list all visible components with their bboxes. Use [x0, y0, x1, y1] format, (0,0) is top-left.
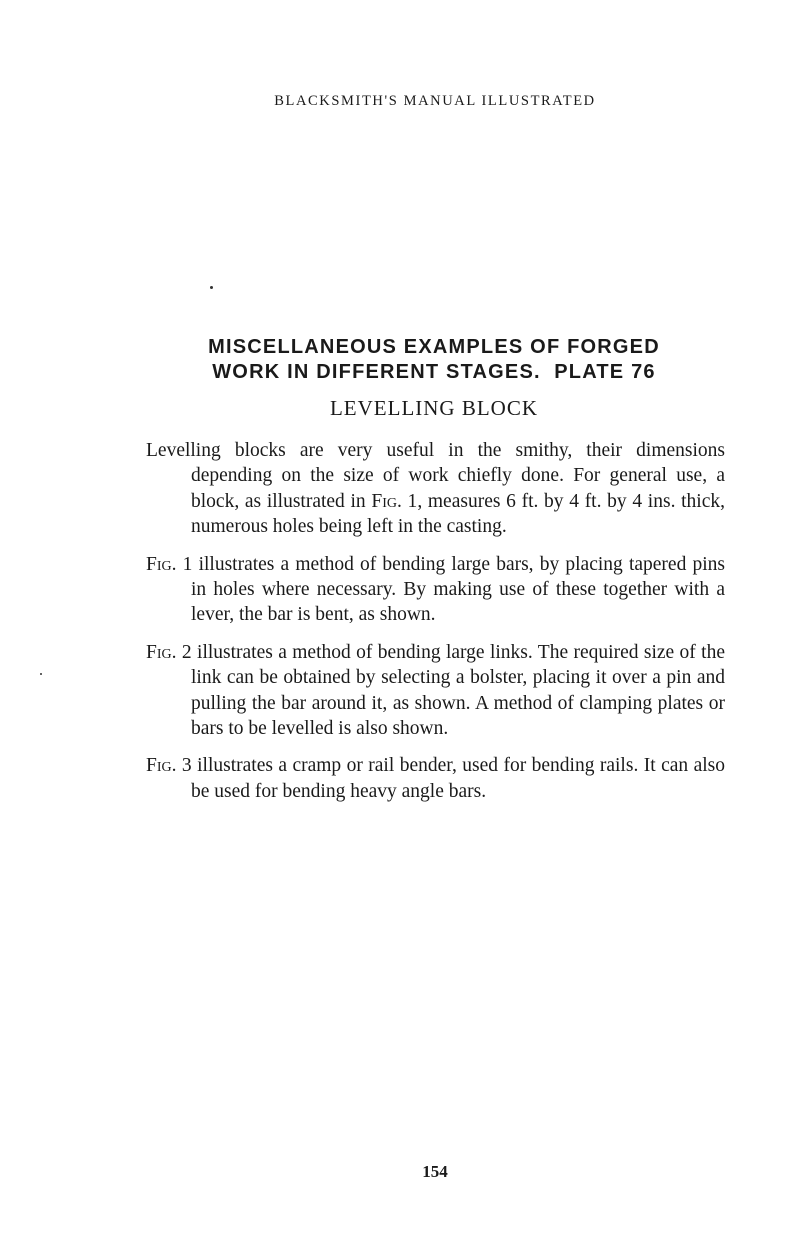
body-text — [146, 438, 725, 816]
figure-reference: Fig. 1 — [146, 553, 193, 575]
paragraph-levelling-blocks — [146, 438, 725, 540]
figure-reference: Fig. 3 — [146, 755, 192, 777]
section-heading-line-1: MISCELLANEOUS EXAMPLES OF FORGED — [208, 336, 660, 358]
section-heading-line-2: WORK IN DIFFERENT STAGES. PLATE 76 — [212, 361, 656, 383]
figure-reference: Fig. 2 — [146, 641, 192, 663]
speck-mark — [40, 673, 42, 675]
paragraph-text: illustrates a method of bending large bars, by placing tapered pins in holes where necessary. By making use of these together with a lever, the bar is bent, as shown. — [191, 553, 725, 626]
paragraph-fig-3 — [146, 753, 725, 804]
paragraph-text: illustrates a cramp or rail bender, used for bending rails. It can also be used for bending heavy angle bars. — [191, 755, 725, 802]
subheading: LEVELLING BLOCK — [329, 396, 539, 420]
page-number: 154 — [422, 1162, 448, 1181]
speck-mark — [210, 286, 213, 289]
running-head: BLACKSMITH'S MANUAL ILLUSTRATED — [274, 93, 596, 109]
paragraph-text: , measures 6 ft. by 4 ft. by 4 ins. thick, numerous holes being left in the casting. — [191, 490, 725, 538]
paragraph-text: illustrates a method of bending large links. The required size of the link can be obtained by selecting a bolster, placing it over a pin and pulling the bar around it, as shown. A method of clamping plates or bars to be levelled is also shown. — [191, 641, 726, 740]
section-heading — [150, 335, 718, 385]
paragraph-fig-2 — [146, 640, 725, 742]
figure-reference: Fig. 1 — [371, 490, 418, 512]
paragraph-text: Levelling blocks are very useful in the smithy, their dimensions depending on the size of work chiefly done. For general use, a block, as illustrated in — [146, 440, 725, 512]
paragraph-fig-1 — [146, 552, 725, 628]
